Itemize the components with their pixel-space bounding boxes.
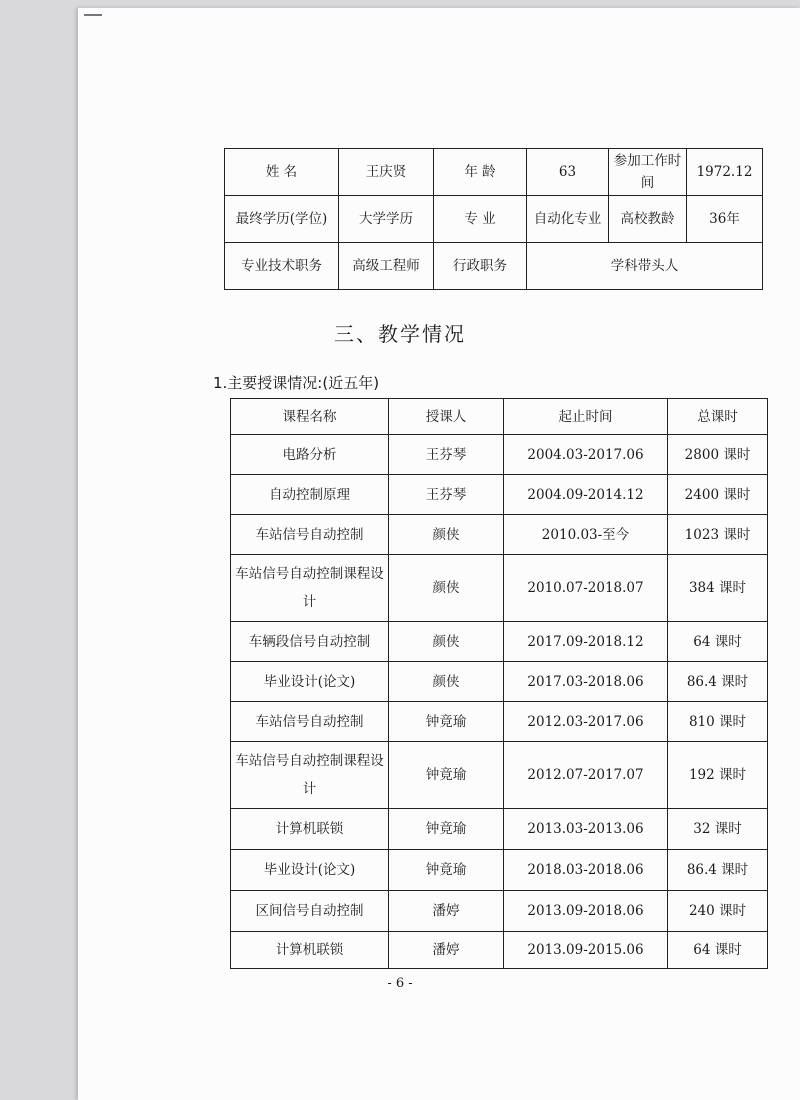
teacher-cell: 王芬琴: [389, 475, 504, 515]
info-value-education: 大学学历: [339, 196, 434, 243]
course-row: [231, 891, 768, 932]
period-cell: 2013.03-2013.06: [504, 809, 668, 850]
course-name-cell: 毕业设计(论文): [231, 850, 389, 891]
course-name-cell: 车辆段信号自动控制: [231, 622, 389, 662]
hours-cell: 32 课时: [668, 809, 768, 850]
hours-cell: 86.4 课时: [668, 662, 768, 702]
hours-cell: 2400 课时: [668, 475, 768, 515]
subsection-heading: 1.主要授课情况:(近五年): [213, 374, 380, 392]
hours-cell: 2800 课时: [668, 435, 768, 475]
course-name-cell: 自动控制原理: [231, 475, 389, 515]
header-period: 起止时间: [504, 399, 668, 435]
info-label-title: 专业技术职务: [225, 243, 339, 290]
course-row: [231, 809, 768, 850]
scan-mark: [84, 14, 102, 16]
teacher-cell: 钟竟瑜: [389, 702, 504, 742]
period-cell: 2017.03-2018.06: [504, 662, 668, 702]
course-name-cell: 车站信号自动控制课程设计: [231, 742, 389, 809]
period-cell: 2018.03-2018.06: [504, 850, 668, 891]
period-cell: 2017.09-2018.12: [504, 622, 668, 662]
course-row: [231, 435, 768, 475]
period-cell: 2012.07-2017.07: [504, 742, 668, 809]
info-value-teaching-years: 36年: [687, 196, 763, 243]
course-name-cell: 计算机联锁: [231, 932, 389, 969]
course-name-cell: 车站信号自动控制课程设计: [231, 555, 389, 622]
header-course-name: 课程名称: [231, 399, 389, 435]
course-name-cell: 车站信号自动控制: [231, 515, 389, 555]
period-cell: 2010.03-至今: [504, 515, 668, 555]
info-value-age: 63: [527, 149, 609, 196]
info-value-admin-post: 学科带头人: [527, 243, 763, 290]
period-cell: 2004.03-2017.06: [504, 435, 668, 475]
personal-info-table: [224, 148, 763, 290]
teacher-cell: 钟竟瑜: [389, 809, 504, 850]
teacher-cell: 颜侠: [389, 555, 504, 622]
course-row: [231, 932, 768, 969]
period-cell: 2010.07-2018.07: [504, 555, 668, 622]
course-name-cell: 区间信号自动控制: [231, 891, 389, 932]
courses-table: [230, 398, 768, 969]
info-label-work-start: 参加工作时间: [609, 149, 687, 196]
teacher-cell: 钟竟瑜: [389, 742, 504, 809]
info-label-teaching-years: 高校教龄: [609, 196, 687, 243]
course-row: [231, 622, 768, 662]
course-row: [231, 702, 768, 742]
info-label-age: 年 龄: [434, 149, 527, 196]
course-name-cell: 电路分析: [231, 435, 389, 475]
period-cell: 2004.09-2014.12: [504, 475, 668, 515]
hours-cell: 384 课时: [668, 555, 768, 622]
course-row: [231, 662, 768, 702]
course-name-cell: 计算机联锁: [231, 809, 389, 850]
hours-cell: 64 课时: [668, 622, 768, 662]
course-row: [231, 555, 768, 622]
hours-cell: 810 课时: [668, 702, 768, 742]
info-label-major: 专 业: [434, 196, 527, 243]
teacher-cell: 潘婷: [389, 932, 504, 969]
course-row: [231, 515, 768, 555]
period-cell: 2013.09-2018.06: [504, 891, 668, 932]
info-row: [225, 149, 763, 196]
header-teacher: 授课人: [389, 399, 504, 435]
hours-cell: 1023 课时: [668, 515, 768, 555]
hours-cell: 64 课时: [668, 932, 768, 969]
teacher-cell: 颜侠: [389, 515, 504, 555]
info-label-admin-post: 行政职务: [434, 243, 527, 290]
course-row: [231, 850, 768, 891]
hours-cell: 192 课时: [668, 742, 768, 809]
courses-header-row: [231, 399, 768, 435]
page-number: - 6 -: [387, 976, 413, 991]
hours-cell: 86.4 课时: [668, 850, 768, 891]
section-heading: 三、教学情况: [334, 322, 466, 346]
info-value-title: 高级工程师: [339, 243, 434, 290]
teacher-cell: 王芬琴: [389, 435, 504, 475]
course-row: [231, 475, 768, 515]
course-name-cell: 车站信号自动控制: [231, 702, 389, 742]
period-cell: 2013.09-2015.06: [504, 932, 668, 969]
header-total-hours: 总课时: [668, 399, 768, 435]
teacher-cell: 颜侠: [389, 622, 504, 662]
info-value-work-start: 1972.12: [687, 149, 763, 196]
hours-cell: 240 课时: [668, 891, 768, 932]
teacher-cell: 颜侠: [389, 662, 504, 702]
teacher-cell: 钟竟瑜: [389, 850, 504, 891]
teacher-cell: 潘婷: [389, 891, 504, 932]
info-row: [225, 243, 763, 290]
info-label-name: 姓 名: [225, 149, 339, 196]
info-label-education: 最终学历(学位): [225, 196, 339, 243]
course-name-cell: 毕业设计(论文): [231, 662, 389, 702]
info-value-name: 王庆贤: [339, 149, 434, 196]
period-cell: 2012.03-2017.06: [504, 702, 668, 742]
info-value-major: 自动化专业: [527, 196, 609, 243]
info-row: [225, 196, 763, 243]
course-row: [231, 742, 768, 809]
